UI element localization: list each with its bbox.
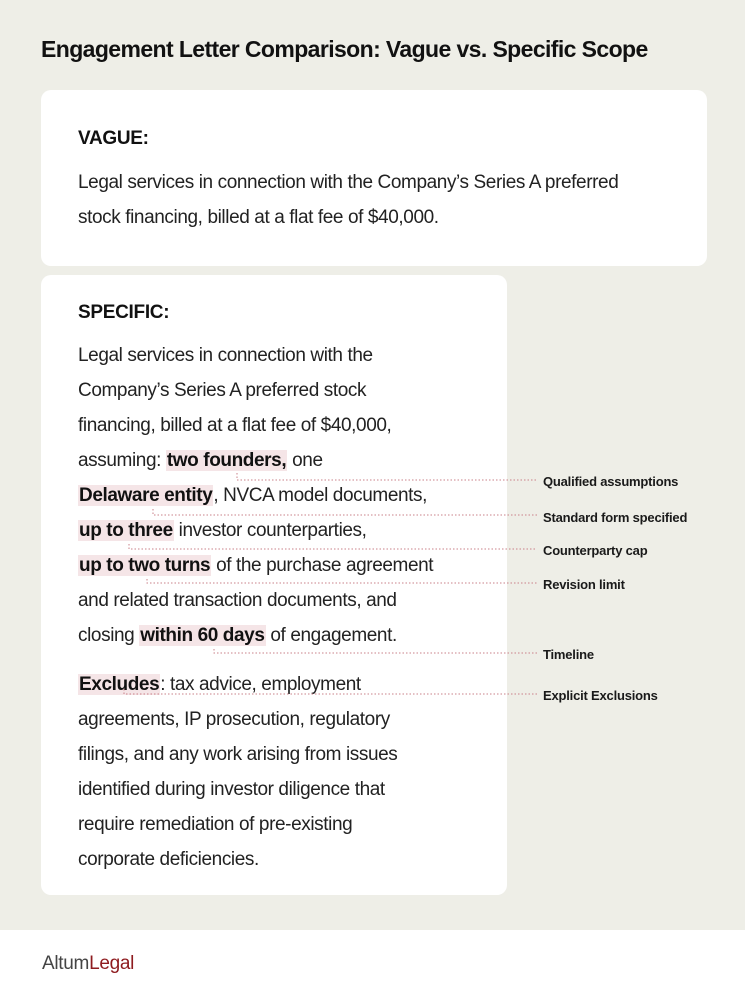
specific-line: of engagement.: [265, 625, 397, 646]
specific-card: [41, 275, 507, 895]
specific-line: corporate deficiencies.: [78, 849, 259, 870]
vague-line: Legal services in connection with the Company’s Series A preferred: [78, 172, 619, 193]
logo-part-altum: Altum: [42, 953, 90, 974]
specific-line: , NVCA model documents,: [213, 485, 428, 506]
highlight-excludes: Excludes: [79, 674, 160, 695]
highlight-up-to-two-turns: up to two turns: [79, 555, 211, 576]
specific-line: financing, billed at a flat fee of $40,000,: [78, 415, 392, 436]
vague-card: [41, 90, 707, 266]
specific-label: SPECIFIC:: [78, 302, 170, 323]
specific-line: one: [287, 450, 323, 471]
specific-line: : tax advice, employment: [160, 674, 361, 695]
annotation-standard-form: Standard form specified: [543, 510, 688, 525]
specific-line: closing: [78, 625, 140, 646]
specific-line: and related transaction documents, and: [78, 590, 397, 611]
highlight-delaware-entity: Delaware entity: [79, 485, 213, 506]
specific-line: Company’s Series A preferred stock: [78, 380, 367, 401]
annotation-explicit-exclusions: Explicit Exclusions: [543, 688, 658, 703]
annotation-counterparty-cap: Counterparty cap: [543, 543, 648, 558]
logo-part-legal: Legal: [89, 953, 135, 974]
exclusions-text: [78, 667, 498, 877]
vague-line: stock financing, billed at a flat fee of $40,000.: [78, 207, 439, 228]
highlight-up-to-three: up to three: [79, 520, 173, 541]
specific-line: filings, and any work arising from issues: [78, 744, 398, 765]
vague-label: VAGUE:: [78, 128, 149, 149]
annotation-timeline: Timeline: [543, 647, 594, 662]
specific-line: assuming:: [78, 450, 166, 471]
vague-text: [78, 165, 698, 235]
annotation-revision-limit: Revision limit: [543, 577, 625, 592]
specific-text: [78, 338, 498, 653]
highlight-within-60-days: within 60 days: [140, 625, 265, 646]
specific-line: agreements, IP prosecution, regulatory: [78, 709, 390, 730]
specific-line: Legal services in connection with the: [78, 345, 373, 366]
page-title: Engagement Letter Comparison: Vague vs. Specific Scope: [41, 36, 648, 62]
specific-line: of the purchase agreement: [211, 555, 434, 576]
specific-line: investor counterparties,: [173, 520, 367, 541]
brand-logo: [42, 953, 134, 975]
specific-line: identified during investor diligence that: [78, 779, 385, 800]
footer: [0, 930, 745, 994]
specific-line: require remediation of pre-existing: [78, 814, 353, 835]
highlight-two-founders: two founders,: [166, 450, 287, 471]
annotation-qualified-assumptions: Qualified assumptions: [543, 474, 679, 489]
